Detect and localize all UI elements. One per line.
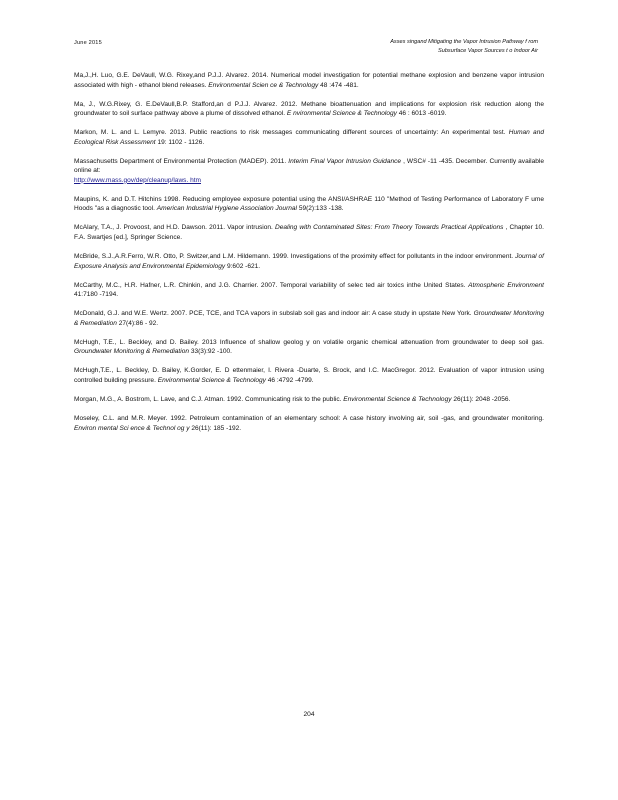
reference-text: Markon, M. L. and L. Lemyre. 2013. Public reactions to risk messages communicating different sources of uncertainty: An experimental test.: [74, 129, 509, 137]
reference-source: Atmospheric Environment: [468, 281, 544, 289]
reference-entry: [74, 414, 544, 433]
reference-source: American Industrial Hygiene Association Journal: [156, 205, 297, 213]
header-title-line-2: Subsurface Vapor Sources t o Indoor Air: [437, 47, 538, 54]
reference-entry: [74, 157, 544, 186]
reference-text: Massachusetts Department of Environmental Protection (MADEP). 2011.: [74, 157, 289, 165]
reference-entry: [74, 309, 544, 328]
reference-list: [74, 71, 544, 443]
page-number: 204: [303, 711, 315, 718]
reference-entry: [74, 395, 544, 405]
reference-text: Moseley, C.L. and M.R. Meyer. 1992. Petroleum contamination of an elementary school: A case history involving air, soil -gas, and groundwater monitoring.: [74, 415, 544, 423]
reference-entry: [74, 366, 544, 385]
reference-text: Ma, J., W.G.Rixey, G. E.DeVaull,B.P. Stafford,an d P.J.J. Alvarez. 2012. Methane bioattenuation and implications for explosion risk reduction along the groundwater to soil surface pathway above a plume of dissolved ethanol.: [74, 100, 544, 118]
reference-details: 19: 1102 - 1126.: [155, 138, 205, 146]
reference-entry: [74, 338, 544, 357]
reference-text: McHugh, T.E., L. Beckley, and D. Bailey. 2013 Influence of shallow geolog y on volatile organic chemical attenuation from groundwater to deep soil gas.: [74, 338, 544, 346]
reference-source: Environ mental Sci ence & Technol og y: [74, 424, 190, 432]
header-title-line-1: Asses singand Mitigating the Vapor Intrusion Pathway f rom: [390, 39, 538, 45]
reference-details: 46 :4792 -4799.: [265, 376, 314, 384]
reference-source: Environmental Science & Technology: [343, 396, 452, 404]
reference-details: , Chapter 10. F.A. Swartjes [ed.], Springer Science.: [74, 224, 544, 241]
reference-source: Interim Final Vapor Intrusion Guidance: [288, 157, 402, 165]
reference-text: McHugh,T.E., L. Beckley, D. Bailey, K.Gorder, E. D ettenmaier, I. Rivera -Duarte, S. Brock, and I.C. MacGregor. 2012. Evaluation of vapor intrusion using controlled building pressure.: [74, 367, 544, 384]
reference-entry: [74, 195, 544, 214]
reference-entry: [74, 281, 544, 300]
reference-details: 9:602 -621.: [225, 262, 261, 270]
reference-source: Environmental Science & Technology: [157, 376, 266, 384]
reference-source: Environmental Scien ce & Technology: [208, 81, 319, 89]
reference-entry: [74, 223, 544, 242]
reference-details: 41:7180 -7194.: [74, 291, 119, 299]
reference-entry: [74, 128, 544, 147]
header-date: June 2015: [74, 40, 102, 46]
reference-details: 26(11): 185 -192.: [189, 424, 242, 432]
reference-text: McAlary, T.A., J. Provoost, and H.D. Dawson. 2011. Vapor intrusion.: [74, 224, 275, 232]
reference-text: McCarthy, M.C., H.R. Hafner, L.R. Chinkin, and J.G. Charrier. 2007. Temporal variability of selec ted air toxics inthe United States.: [74, 281, 469, 289]
reference-details: , WSC# -11 -435. December. Currently available online at:: [74, 157, 544, 175]
reference-text: McBride, S.J.,A.R.Ferro, W.R. Otto, P. Switzer,and L.M. Hildemann. 1999. Investigations of the proximity effect for pollutants in the indoor environment.: [74, 253, 516, 261]
reference-details: 27(4):86 - 92.: [116, 319, 159, 327]
reference-entry: [74, 71, 544, 90]
reference-source: Journal of Exposure Analysis and Environmental Epidemiology: [74, 253, 544, 270]
reference-source: Dealing with Contaminated Sites: From Theory Towards Practical Applications: [275, 224, 504, 232]
reference-text: Maupins, K. and D.T. Hitchins 1998. Reducing employee exposure potential using the ANSI/ASHRAE 110 "Method of Testing Performance of Laboratory F ume Hoods "as a diagnostic tool.: [74, 195, 544, 213]
reference-source: Groundwater Monitoring & Remediation: [74, 310, 545, 327]
madep-guidance-link[interactable]: http://www.mass.gov/dep/cleanup/laws. htm: [74, 176, 201, 184]
reference-text: Ma,J.,H. Luo, G.E. DeVaull, W.G. Rixey,and P.J.J. Alvarez. 2014. Numerical model investigation for potential methane explosion and benzene vapor intrusion associated with high - ethanol blend releases.: [74, 72, 544, 89]
reference-details: 26(11): 2048 -2056.: [451, 396, 511, 404]
reference-details: 33(3):92 -100.: [189, 348, 232, 356]
reference-entry: [74, 100, 544, 119]
reference-details: 46 : 6013 -6019.: [396, 110, 447, 118]
reference-source: E nvironmental Science & Technology: [286, 110, 397, 118]
reference-text: McDonald, G.J. and W.E. Wertz. 2007. PCE, TCE, and TCA vapors in subslab soil gas and indoor air: A case study in upstate New York.: [74, 310, 474, 318]
reference-details: 48 :474 -481.: [318, 81, 359, 89]
reference-source: Groundwater Monitoring & Remediation: [74, 348, 189, 356]
reference-source: Human and Ecological Risk Assessment: [74, 129, 544, 146]
header-title: [238, 38, 538, 55]
reference-entry: [74, 252, 544, 271]
reference-text: Morgan, M.G., A. Bostrom, L. Lave, and C.J. Atman. 1992. Communicating risk to the public.: [74, 396, 344, 404]
reference-details: 59(2):133 -138.: [297, 205, 344, 213]
